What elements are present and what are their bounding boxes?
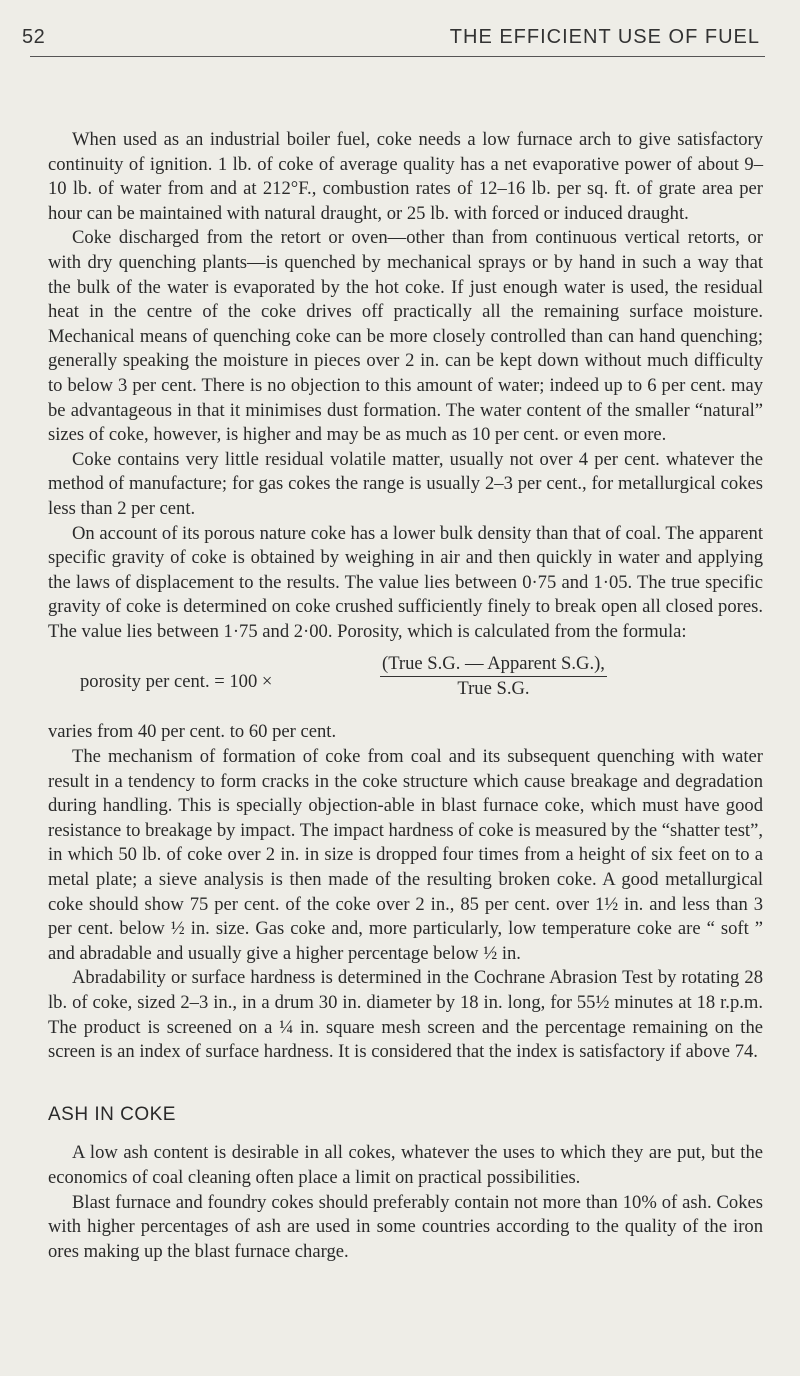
running-title: THE EFFICIENT USE OF FUEL (449, 26, 760, 48)
page-header (0, 26, 800, 56)
paragraph-boiler-fuel: When used as an industrial boiler fuel, coke needs a low furnace arch to give satisfactory continuity of ignition. 1 lb. of coke of average quality has a net evaporative power of about 9–10 lb. of water from and at 212°F., combustion rates of 12–16 lb. per sq. ft. of grate area per hour can be maintained with natural draught, or 25 lb. with forced or induced draught. (48, 129, 763, 224)
paragraph-abradability: Abradability or surface hardness is determined in the Cochrane Abrasion Test by rotating 28 lb. of coke, sized 2–3 in., in a drum 30 in. diameter by 18 in. long, for 55½ minutes at 18 r.p.m. The product is screened on a ¼ in. square mesh screen and the percentage remaining on the screen is an index of surface hardness. It is considered that the index is satisfactory if above 74. (48, 967, 763, 1063)
paragraph-ash-content: A low ash content is desirable in all cokes, whatever the uses to which they are put, but the economics of coal cleaning often place a limit on practical possibilities. (48, 1142, 763, 1188)
formula-denominator: True S.G. (457, 678, 530, 700)
section-heading-ash: ASH IN COKE (48, 1103, 176, 1125)
formula-fraction (380, 652, 607, 701)
paragraph-density: On account of its porous nature coke has a lower bulk density than that of coal. The apparent specific gravity of coke is obtained by weighing in air and then quickly in water and applying the laws of displacement to the results. The value lies between 0·75 and 1·05. The true specific gravity of coke is determined on coke crushed sufficiently finely to break open all closed pores. The value lies between 1·75 and 2·00. Porosity, which is calculated from the formula: (48, 522, 763, 642)
paragraph-blast-furnace-ash: Blast furnace and foundry cokes should preferably contain not more than 10% of ash. Cokes with higher percentages of ash are used in some countries according to the quality of the iron ores making up the blast furnace charge. (48, 1191, 763, 1262)
body-text (48, 128, 763, 1264)
paragraph-shatter-test: The mechanism of formation of coke from coal and its subsequent quenching with water result in a tendency to form cracks in the coke structure which cause breakage and degradation during handling. This is specially objection-able in blast furnace coke, which must have good resistance to breakage by impact. The impact hardness of coke is measured by the “shatter test”, in which 50 lb. of coke over 2 in. in size is dropped four times from a height of six feet on to a metal plate; a sieve analysis is then made of the resulting broken coke. A good metallurgical coke should show 75 per cent. of the coke over 2 in., 85 per cent. over 1½ in. and less than 3 per cent. below ½ in. size. Gas coke and, more particularly, low temperature coke are “ soft ” and abradable and usually give a higher percentage below ½ in. (48, 746, 763, 964)
paragraph-porosity-range: varies from 40 per cent. to 60 per cent. (48, 721, 337, 743)
header-rule (30, 56, 765, 57)
porosity-formula (48, 652, 763, 714)
paragraph-volatile-matter: Coke contains very little residual volatile matter, usually not over 4 per cent. whatever the method of manufacture; for gas cokes the range is usually 2–3 per cent., for metallurgical cokes less than 2 per cent. (48, 448, 763, 519)
formula-numerator: (True S.G. — Apparent S.G.), (380, 652, 607, 677)
page-number: 52 (22, 26, 46, 48)
formula-lhs: porosity per cent. = 100 × (80, 671, 273, 693)
paragraph-quenching: Coke discharged from the retort or oven—other than from continuous vertical retorts, or with dry quenching plants—is quenched by mechanical sprays or by hand in such a way that the bulk of the water is evaporated by the hot coke. If just enough water is used, the residual heat in the centre of the coke drives off practically all the remaining surface moisture. Mechanical means of quenching coke can be more closely controlled than can hand quenching; generally speaking the moisture in pieces over 2 in. can be kept down without much difficulty to below 3 per cent. There is no objection to this amount of water; indeed up to 6 per cent. may be advantageous in that it minimises dust formation. The water content of the smaller “natural” sizes of coke, however, is higher and may be as much as 10 per cent. or even more. (48, 227, 763, 446)
